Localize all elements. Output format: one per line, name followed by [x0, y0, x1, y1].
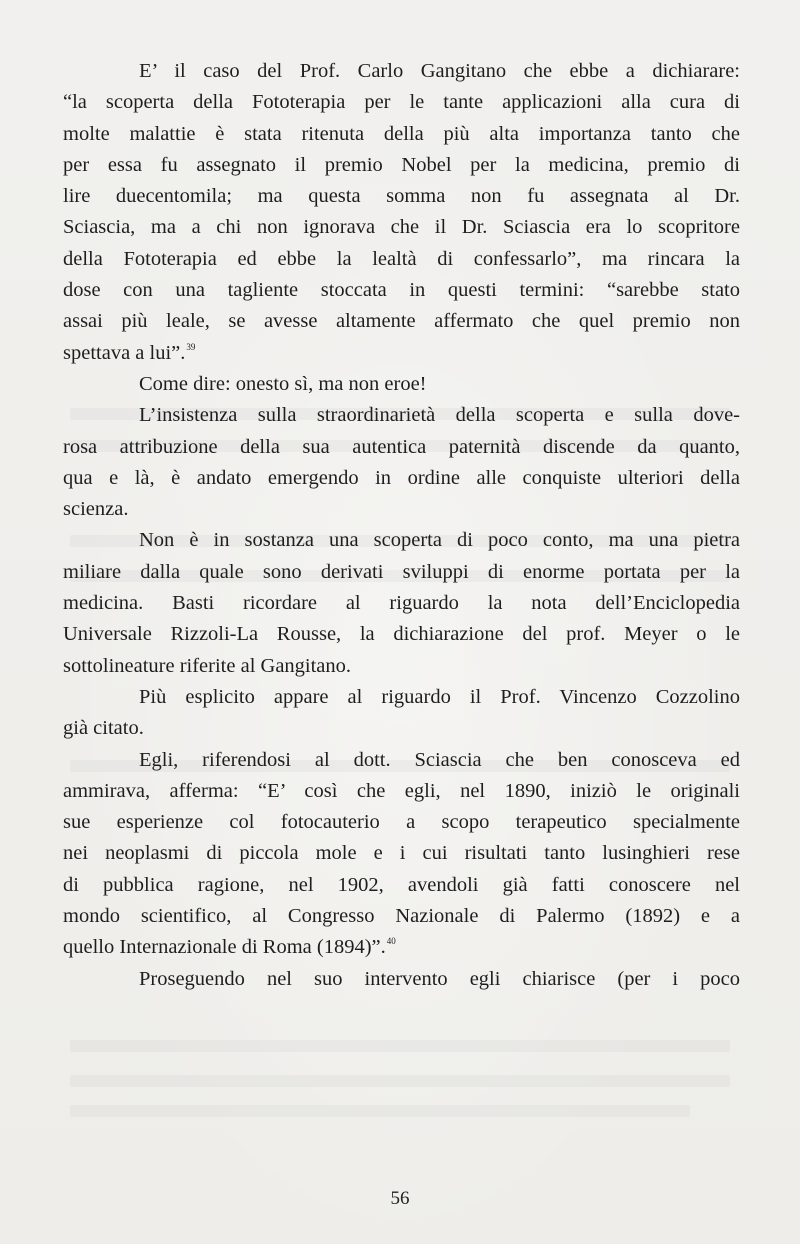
text-line: molte malattie è stata ritenuta della più alta importanza tanto che [63, 122, 740, 145]
text-line: della Fototerapia ed ebbe la lealtà di confessarlo”, ma rincara la [63, 247, 740, 270]
text-line: rosa attribuzione della sua autentica paternità discende da quanto, [63, 435, 740, 458]
text-line: “la scoperta della Fototerapia per le tante applicazioni alla cura di [63, 91, 740, 114]
text-line: lire duecentomila; ma questa somma non fu assegnata al Dr. [63, 185, 740, 208]
text-line: già citato. [63, 717, 144, 740]
footnote-marker: 40 [386, 936, 396, 947]
show-through-line [70, 1105, 690, 1117]
text-line: Come dire: onesto sì, ma non eroe! [139, 372, 427, 395]
text-line: Egli, riferendosi al dott. Sciascia che ben conosceva ed [139, 748, 740, 771]
text-line: quello Internazionale di Roma (1894)”. [63, 936, 386, 959]
text-line: di pubblica ragione, nel 1902, avendoli già fatti conoscere nel [63, 873, 740, 896]
text-line: mondo scientifico, al Congresso Nazionale di Palermo (1892) e a [63, 905, 740, 928]
text-line: Proseguendo nel suo intervento egli chiarisce (per i poco [139, 967, 740, 990]
paragraph [63, 682, 740, 745]
show-through-line [70, 1075, 730, 1087]
text-line: ammirava, afferma: “E’ così che egli, nel 1890, iniziò le originali [63, 779, 740, 802]
paragraph [63, 964, 740, 995]
text-line: medicina. Basti ricordare al riguardo la nota dell’Enciclopedia [63, 592, 740, 615]
paragraph [63, 745, 740, 964]
body-text [63, 56, 740, 995]
text-line: assai più leale, se avesse altamente affermato che quel premio non [63, 310, 740, 333]
text-line: miliare dalla quale sono derivati sviluppi di enorme portata per la [63, 560, 740, 583]
text-line: nei neoplasmi di piccola mole e i cui risultati tanto lusinghieri rese [63, 842, 740, 865]
text-line: E’ il caso del Prof. Carlo Gangitano che ebbe a dichiarare: [139, 60, 740, 82]
text-line: sottolineature riferite al Gangitano. [63, 654, 352, 677]
text-line: sue esperienze col fotocauterio a scopo terapeutico specialmente [63, 811, 740, 834]
text-line: Non è in sostanza una scoperta di poco conto, ma una pietra [139, 529, 740, 552]
text-line: Sciascia, ma a chi non ignorava che il Dr. Sciascia era lo scopritore [63, 216, 740, 239]
text-line: scienza. [63, 498, 129, 521]
text-line-with-footnote [63, 932, 740, 963]
text-line: per essa fu assegnato il premio Nobel per la medicina, premio di [63, 153, 740, 176]
text-line-with-footnote [63, 338, 740, 369]
page-number: 56 [390, 1188, 410, 1209]
text-line: Universale Rizzoli-La Rousse, la dichiarazione del prof. Meyer o le [63, 623, 740, 646]
text-line: dose con una tagliente stoccata in questi termini: “sarebbe stato [63, 279, 740, 302]
paragraph [63, 369, 740, 400]
text-line: qua e là, è andato emergendo in ordine alle conquiste ulteriori della [63, 466, 740, 489]
text-line: spettava a lui”. [63, 341, 186, 364]
footnote-marker: 39 [186, 341, 196, 352]
text-line: L’insistenza sulla straordinarietà della scoperta e sulla dove- [139, 404, 740, 427]
show-through-line [70, 1040, 730, 1052]
paragraph [63, 400, 740, 525]
text-line: Più esplicito appare al riguardo il Prof. Vincenzo Cozzolino [139, 685, 740, 708]
paragraph [63, 56, 740, 369]
paragraph [63, 525, 740, 681]
